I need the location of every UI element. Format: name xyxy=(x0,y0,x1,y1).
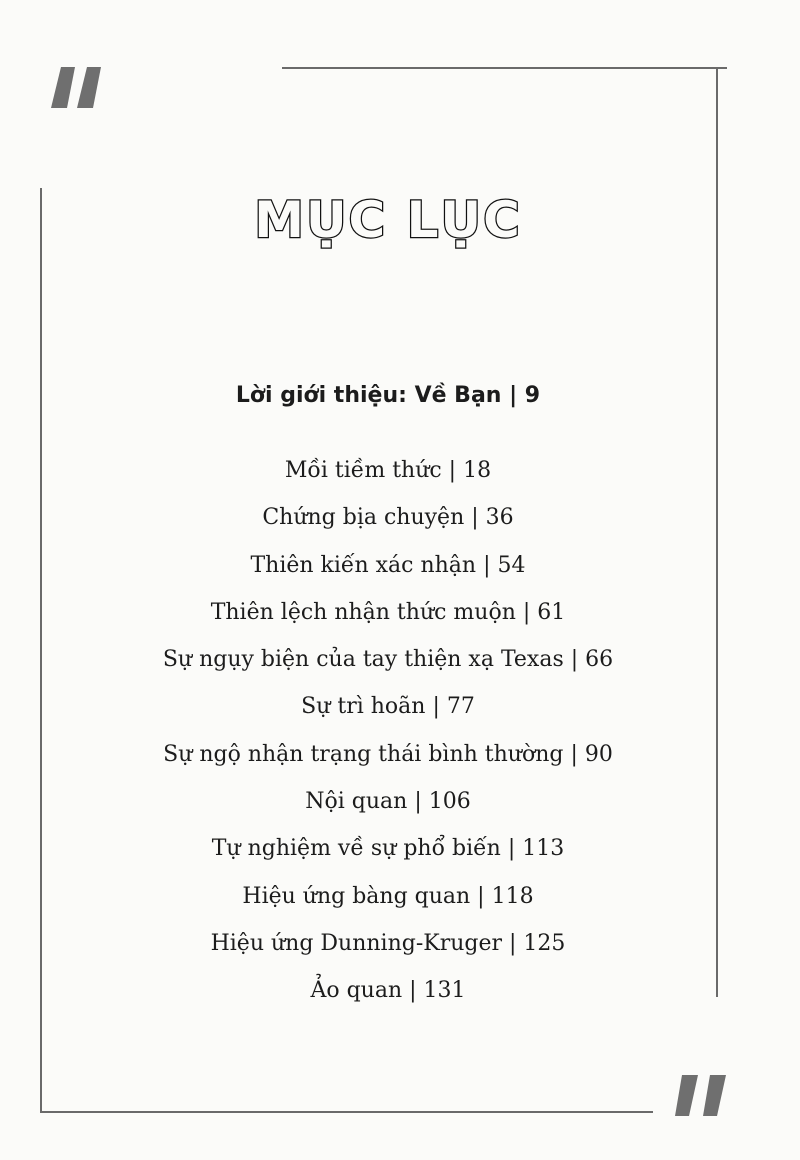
quote-close-icon xyxy=(674,1072,744,1122)
quote-open-icon xyxy=(47,64,117,114)
toc-entry: Tự nghiệm về sự phổ biến | 113 xyxy=(211,836,565,862)
toc-entry: Hiệu ứng bàng quan | 118 xyxy=(242,883,534,909)
toc-entry: Ảo quan | 131 xyxy=(310,978,466,1004)
page-title xyxy=(0,188,776,252)
toc-entry: Sự ngụy biện của tay thiện xạ Texas | 66 xyxy=(162,647,614,673)
toc-entry: Sự ngộ nhận trạng thái bình thường | 90 xyxy=(163,741,613,767)
page-title-text: MỤC LỤC xyxy=(254,191,522,249)
frame-top-border xyxy=(282,67,727,69)
toc-entry: Chứng bịa chuyện | 36 xyxy=(262,505,514,531)
frame-bottom-border xyxy=(40,1111,653,1113)
toc-entry: Nội quan | 106 xyxy=(305,789,471,815)
toc-entry: Hiệu ứng Dunning-Kruger | 125 xyxy=(210,930,566,956)
toc-entry: Mồi tiềm thức | 18 xyxy=(284,458,492,483)
toc-intro-entry: Lời giới thiệu: Về Bạn | 9 xyxy=(235,383,541,408)
toc-entry: Thiên kiến xác nhận | 54 xyxy=(250,552,526,578)
table-of-contents xyxy=(0,451,776,1019)
toc-entry: Sự trì hoãn | 77 xyxy=(301,694,475,720)
toc-entry: Thiên lệch nhận thức muộn | 61 xyxy=(210,599,566,625)
